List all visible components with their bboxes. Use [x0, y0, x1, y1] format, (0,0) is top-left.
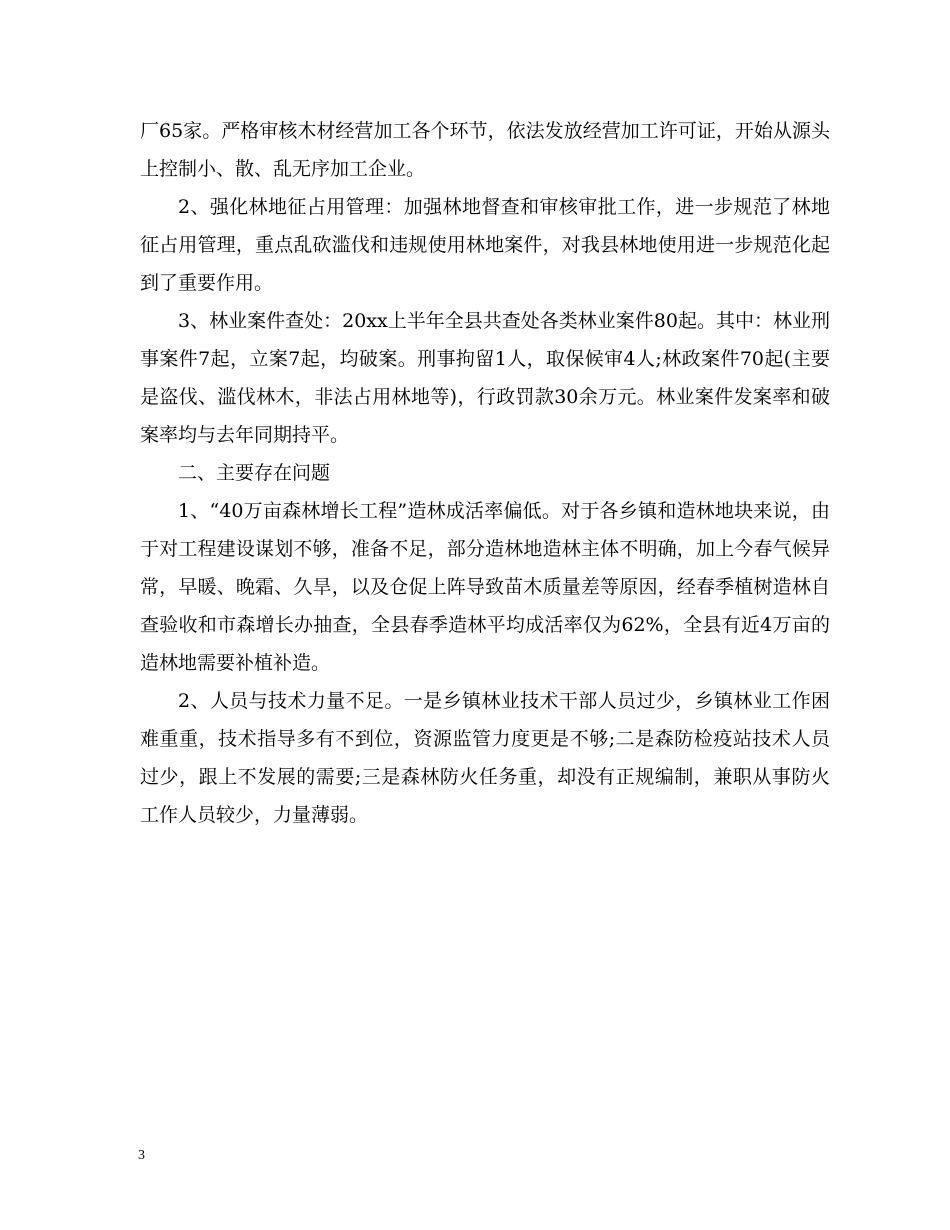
paragraph-staff-shortage: 2、人员与技术力量不足。一是乡镇林业技术干部人员过少，乡镇林业工作困难重重，技术指导多有不到位，资源监管力度更是不够;二是森防检疫站技术人员过少，跟上不发展的需要;三是森林防火任务重，却没有正规编制，兼职从事防火工作人员较少，力量薄弱。	[140, 690, 830, 826]
paragraph-afforestation-survival-rate: 1、“40万亩森林增长工程”造林成活率偏低。对于各乡镇和造林地块来说，由于对工程建设谋划不够，准备不足，部分造林地造林主体不明确，加上今春气候异常，早暖、晚霜、久旱，以及仓促上阵导致苗木质量差等原因，经春季植树造林自查验收和市森增长办抽查，全县春季造林平均成活率仅为62%，全县有近4万亩的造林地需要补植补造。	[140, 500, 830, 674]
paragraph-continuation: 厂65家。严格审核木材经营加工各个环节，依法发放经营加工许可证，开始从源头上控制小、散、乱无序加工企业。	[140, 120, 830, 180]
section-heading-main-problems: 二、主要存在问题	[178, 462, 331, 484]
paragraph-forestry-cases: 3、林业案件查处：20xx上半年全县共查处各类林业案件80起。其中：林业刑事案件7起，立案7起，均破案。刑事拘留1人，取保候审4人;林政案件70起(主要是盗伐、滥伐林木，非法占用林地等)，行政罚款30余万元。林业案件发案率和破案率均与去年同期持平。	[140, 310, 830, 446]
page-number: 3	[138, 1148, 145, 1163]
document-body	[140, 112, 830, 834]
paragraph-forest-land-management: 2、强化林地征占用管理：加强林地督查和审核审批工作，进一步规范了林地征占用管理，重点乱砍滥伐和违规使用林地案件，对我县林地使用进一步规范化起到了重要作用。	[140, 196, 830, 294]
